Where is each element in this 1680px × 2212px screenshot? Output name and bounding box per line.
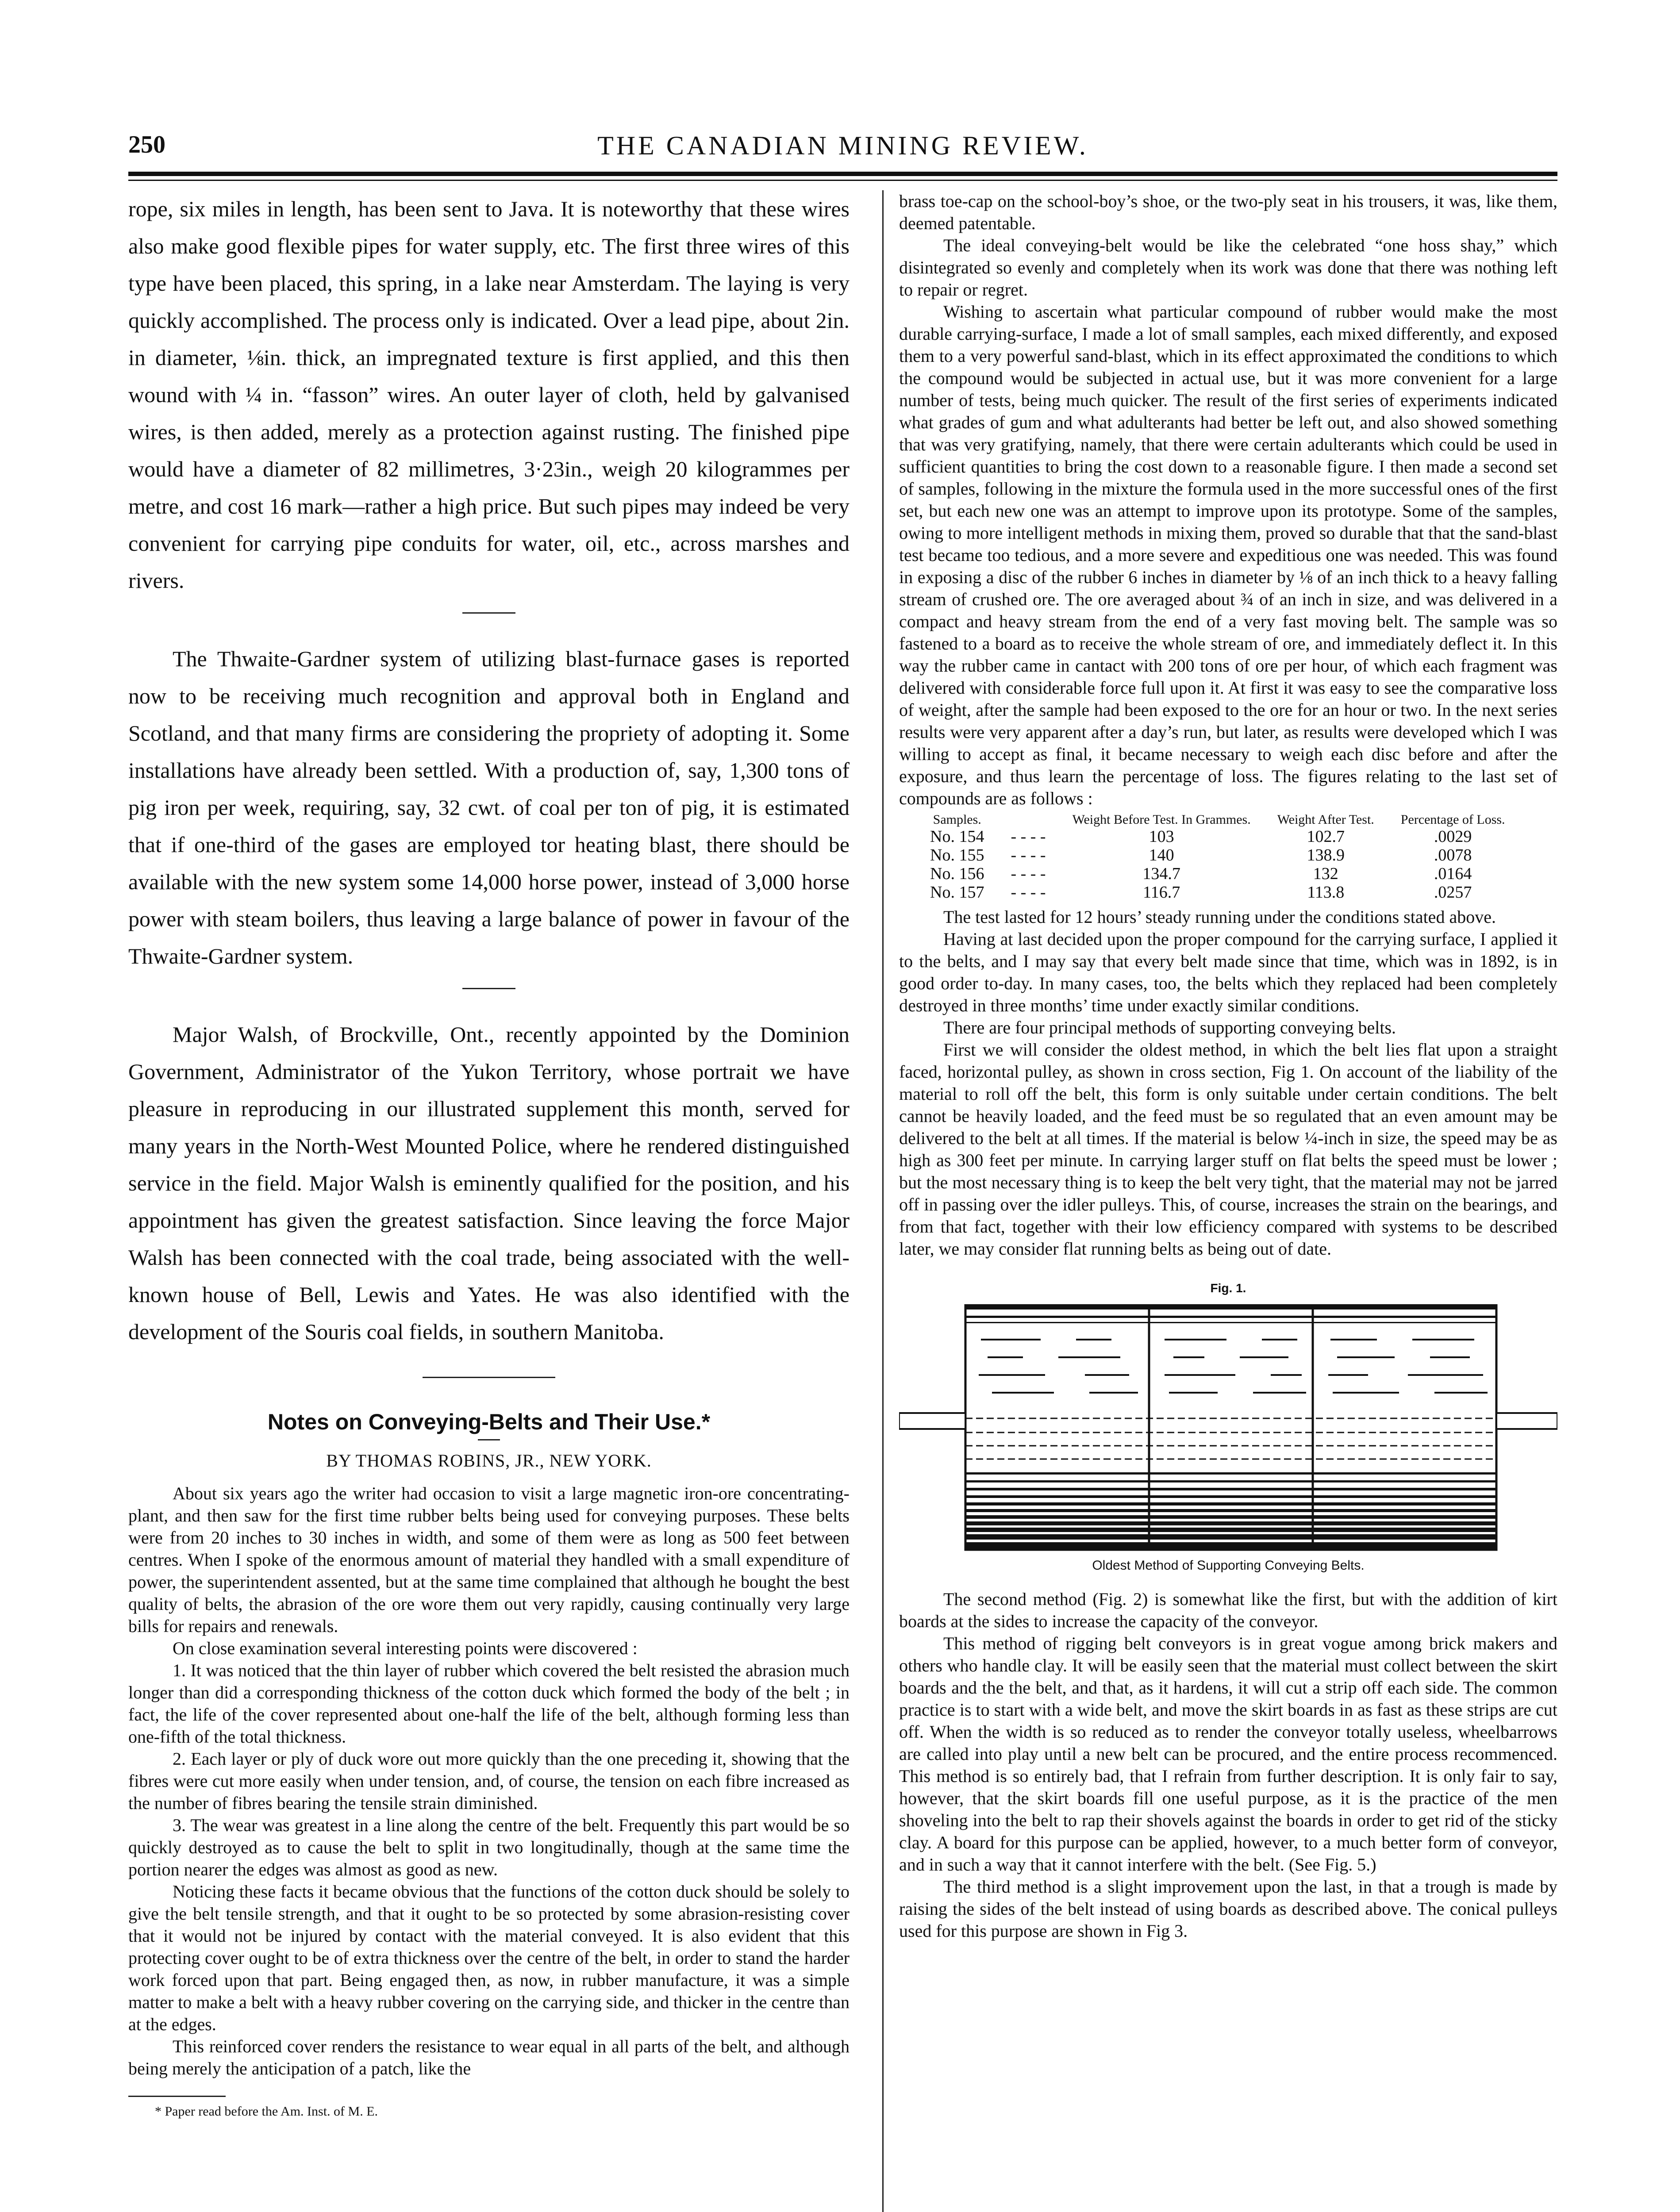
article-byline: BY THOMAS ROBINS, JR., NEW YORK. xyxy=(326,1451,652,1471)
article-paragraph: The second method (Fig. 2) is somewhat like the first, but with the addition of kirt boards at the sides to increase the capacity of the conveyor. xyxy=(899,1589,1557,1631)
running-head: THE CANADIAN MINING REVIEW. xyxy=(597,131,1088,160)
paragraph-thwaite-gardner: The Thwaite-Gardner system of utilizing blast-furnace gases is reported now to be receiving much recognition and approval both in England and Scotland, and that many firms are considering the propriety of adopting it. Some installations have already been settled. With a production of, say, 1,300 tons of pig iron per week, requiring, say, 32 cwt. of coal per ton of pig, it is estimated that if one-third of the gases are employed tor heating blast, there should be available with the new system some 14,000 horse power, instead of 3,000 horse power with steam boilers, thus leaving a large balance of power in favour of the Thwaite-Gardner system. xyxy=(128,646,850,968)
column-header-weight-after: Weight After Test. xyxy=(1277,812,1374,827)
title-dash xyxy=(478,1439,500,1440)
weight-before-cell: 140 xyxy=(1149,846,1174,864)
column-header-leader xyxy=(997,812,1059,827)
right-column xyxy=(899,190,1557,1942)
article-paragraph: The third method is a slight improvement upon the last, in that a trough is made by raising the sides of the belt instead of using boards as described above. The conical pulleys used for this purpose are shown in Fig 3. xyxy=(899,1877,1557,1941)
weight-after-cell: 132 xyxy=(1313,864,1338,883)
weight-after-cell: 138.9 xyxy=(1307,846,1345,864)
article-paragraph: 2. Each layer or ply of duck wore out more quickly than the one preceding it, showing that the fibres were cut more easily when under tension, and, of course, the tension on each fibre increased as the number of fibres bearing the tensile strain diminished. xyxy=(128,1749,850,1813)
loss-cell: .0029 xyxy=(1434,827,1472,846)
figure-label: Fig. 1. xyxy=(1210,1281,1246,1295)
leader-cell: - - - - xyxy=(1011,864,1046,883)
column-divider xyxy=(882,190,884,2212)
table-header-row xyxy=(917,812,1519,827)
table-row xyxy=(917,827,1519,846)
pulley-drawing xyxy=(899,1304,1557,1550)
sample-test-table xyxy=(917,812,1519,902)
footnote-rule xyxy=(128,2096,226,2097)
article-paragraph: The ideal conveying-belt would be like the celebrated “one hoss shay,” which disintegrated so evenly and completely when its work was done that there was nothing left to repair or regret. xyxy=(899,235,1557,300)
page-header xyxy=(128,131,1557,166)
leader-cell: - - - - xyxy=(1011,846,1046,864)
weight-before-cell: 134.7 xyxy=(1142,864,1180,883)
table-row xyxy=(917,846,1519,864)
weight-after-cell: 102.7 xyxy=(1307,827,1345,846)
sample-cell: No. 155 xyxy=(930,846,984,864)
page-number: 250 xyxy=(128,131,165,158)
paragraph-pipes: rope, six miles in length, has been sent to Java. It is noteworthy that these wires also make good flexible pipes for water supply, etc. The first three wires of this type have been placed, this spring, in a lake near Amsterdam. The laying is very quickly accomplished. The process only is indicated. Over a lead pipe, about 2in. in diameter, ⅛in. thick, an impregnated texture is first applied, and this then wound with ¼ in. “fasson” wires. An outer layer of cloth, held by galvanised wires, is then added, merely as a protection against rusting. The finished pipe would have a diameter of 82 millimetres, 3·23in., weigh 20 kilogrammes per metre, and cost 16 mark—rather a high price. But such pipes may indeed be very convenient for carrying pipe conduits for water, oil, etc., across marshes and rivers. xyxy=(128,196,850,593)
article-title: Notes on Conveying-Belts and Their Use.* xyxy=(267,1409,711,1434)
article-paragraph: Wishing to ascertain what particular compound of rubber would make the most durable carrying-surface, I made a lot of small samples, each mixed differently, and exposed them to a very powerful sand-blast, which in its effect approximated the conditions to which the compound would be subjected in actual use, but it was more convenient for a large number of tests, being much quicker. The result of the first series of experiments indicated what grades of gum and what adulterants had better be left out, and also showed something that was very gratifying, namely, that there were certain adulterants which could be used in sufficient quantities to bring the cost down to a reasonable figure. I then made a second set of samples, following in the mixture the formula used in the more successful ones of the first set, but each new one was an attempt to improve upon its prototype. Some of the samples, owing to more intelligent methods in mixing them, proved so durable that that the sand-blast test became too tedious, and a more severe and expeditious one was needed. This was found in exposing a disc of the rubber 6 inches in diameter by ⅛ of an inch thick to a heavy falling stream of crushed ore. The ore averaged about ¾ of an inch in size, and was delivered in a compact and heavy stream from the end of a very fast moving belt. The sample was so fastened to a board as to receive the whole stream of ore, and immediately deflect it. In this way the rubber came in cantact with 200 tons of ore per hour, of which each fragment was delivered with considerable force full upon it. At first it was easy to see the comparative loss of weight, after the sample had been exposed to the ore for an hour or two. In the next series results were very apparent after a day’s run, but later, as results were developed which I was willing to accept as final, it became necessary to weigh each disc before and after the exposure, and thus learn the percentage of loss. The figures relating to the last set of compounds are as follows : xyxy=(899,302,1557,808)
article-paragraph: Noticing these facts it became obvious that the functions of the cotton duck should be solely to give the belt tensile strength, and that it ought to be so protected by some abrasion-resisting cover that it would not be injured by contact with the material conveyed. It is also evident that this protecting cover ought to be of extra thickness over the centre of the belt, in order to stand the harder work forced upon that part. Being engaged then, as now, in rubber manufacture, it was a simple matter to make a belt with a heavy rubber covering on the carrying side, and thicker in the centre than at the edges. xyxy=(128,1882,850,2034)
weight-after-cell: 113.8 xyxy=(1307,883,1345,902)
sample-cell: No. 157 xyxy=(930,883,984,902)
article-paragraph: The test lasted for 12 hours’ steady running under the conditions stated above. xyxy=(943,907,1496,927)
section-separator xyxy=(423,1377,555,1378)
header-rule-thin xyxy=(128,180,1557,181)
table-row xyxy=(917,883,1519,902)
pulley-cross-section-figure xyxy=(899,1304,1557,1552)
section-separator xyxy=(462,612,515,614)
article-paragraph: This reinforced cover renders the resistance to wear equal in all parts of the belt, and although being merely the anticipation of a patch, like the xyxy=(128,2036,850,2078)
loss-cell: .0257 xyxy=(1434,883,1472,902)
leader-cell: - - - - xyxy=(1011,827,1046,846)
sample-cell: No. 156 xyxy=(930,864,984,883)
article-paragraph: 3. The wear was greatest in a line along the centre of the belt. Frequently this part would be so quickly destroyed as to cause the belt to split in two longitudinally, though at the same time the portion nearer the edges was almost as good as new. xyxy=(128,1815,850,1879)
column-header-weight-before: Weight Before Test. In Grammes. xyxy=(1072,812,1251,827)
article-paragraph: This method of rigging belt conveyors is in great vogue among brick makers and others who handle clay. It will be easily seen that the material must collect between the skirt boards and the the belt, and that, as it hardens, it will cut a strip off each side. The common practice is to start with a wide belt, and move the skirt boards in as fast as these strips are cut off. When the width is so reduced as to render the conveyor totally useless, wheelbarrows are called into play until a new belt can be procured, and the entire process recommenced. This method is so entirely bad, that I refrain from further description. It is only fair to say, however, that the skirt boards fill one useful purpose, as it is the practice of the men shoveling into the belt to rap their shovels against the boards in order to get rid of the sticky clay. A board for this purpose can be applied, however, to a much better form of conveyor, and in such a way that it cannot interfere with the belt. (See Fig. 5.) xyxy=(899,1633,1557,1874)
header-rule-thick xyxy=(128,172,1557,176)
article-paragraph: First we will consider the oldest method, in which the belt lies flat upon a straight faced, horizontal pulley, as shown in cross section, Fig 1. On account of the liability of the material to roll off the belt, this form is only suitable under certain conditions. The belt cannot be heavily loaded, and the feed must be so regulated that an even amount may be delivered to the belt at all times. If the material is below ¼-inch in size, the speed may be as high as 300 feet per minute. In carrying larger stuff on flat belts the speed must be lower ; but the most necessary thing is to keep the belt very tight, that the material may not be jarred off in passing over the idler pulleys. This, of course, increases the strain on the bearings, and from that fact, together with their low efficiency compared with systems to be described later, we may consider flat running belts as being out of date. xyxy=(899,1040,1557,1259)
article-paragraph: 1. It was noticed that the thin layer of rubber which covered the belt resisted the abrasion much longer than did a corresponding thickness of the cotton duck which formed the body of the belt ; in fact, the life of the cover represented about one-half the life of the belt, although forming less than one-fifth of the total thickness. xyxy=(128,1660,850,1747)
left-column xyxy=(128,190,850,2119)
article-paragraph: brass toe-cap on the school-boy’s shoe, or the two-ply seat in his trousers, it was, like them, deemed patentable. xyxy=(899,191,1557,233)
column-header-percentage-loss: Percentage of Loss. xyxy=(1400,812,1505,827)
sample-cell: No. 154 xyxy=(930,827,984,846)
section-separator xyxy=(462,988,515,989)
loss-cell: .0164 xyxy=(1434,864,1472,883)
article-paragraph: Having at last decided upon the proper compound for the carrying surface, I applied it to the belts, and I may say that every belt made since that time, which was in 1892, is in good order to-day. In many cases, too, the belts which they replaced had been completely destroyed in three months’ time under exactly similar conditions. xyxy=(899,929,1557,1015)
figure-caption: Oldest Method of Supporting Conveying Belts. xyxy=(1092,1558,1365,1573)
weight-before-cell: 103 xyxy=(1149,827,1174,846)
footnote: * Paper read before the Am. Inst. of M. E. xyxy=(155,2104,378,2119)
leader-cell: - - - - xyxy=(1011,883,1046,902)
column-header-samples: Samples. xyxy=(933,812,981,827)
weight-before-cell: 116.7 xyxy=(1143,883,1180,902)
loss-cell: .0078 xyxy=(1434,846,1472,864)
paragraph-major-walsh: Major Walsh, of Brockville, Ont., recently appointed by the Dominion Government, Administrator of the Yukon Territory, whose portrait we have pleasure in reproducing in our illustrated supplement this month, served for many years in the North-West Mounted Police, where he rendered distinguished service in the field. Major Walsh is eminently qualified for the position, and his appointment has given the greatest satisfaction. Since leaving the force Major Walsh has been connected with the coal trade, being associated with the well-known house of Bell, Lewis and Yates. He was also identified with the development of the Souris coal fields, in southern Manitoba. xyxy=(128,1022,850,1344)
article-paragraph: About six years ago the writer had occasion to visit a large magnetic iron-ore concentrating-plant, and then saw for the first time rubber belts being used for conveying purposes. These belts were from 20 inches to 30 inches in width, and some of them were as long as 500 feet between centres. When I spoke of the enormous amount of material they handled with a small expenditure of power, the superintendent assented, but at the same time complained that although he bought the best quality of belts, the abrasion of the ore wore them out very rapidly, causing continually very large bills for repairs and renewals. xyxy=(128,1483,850,1636)
article-paragraph: On close examination several interesting points were discovered : xyxy=(173,1638,638,1658)
article-paragraph: There are four principal methods of supporting conveying belts. xyxy=(943,1018,1396,1037)
table-row xyxy=(917,864,1519,883)
